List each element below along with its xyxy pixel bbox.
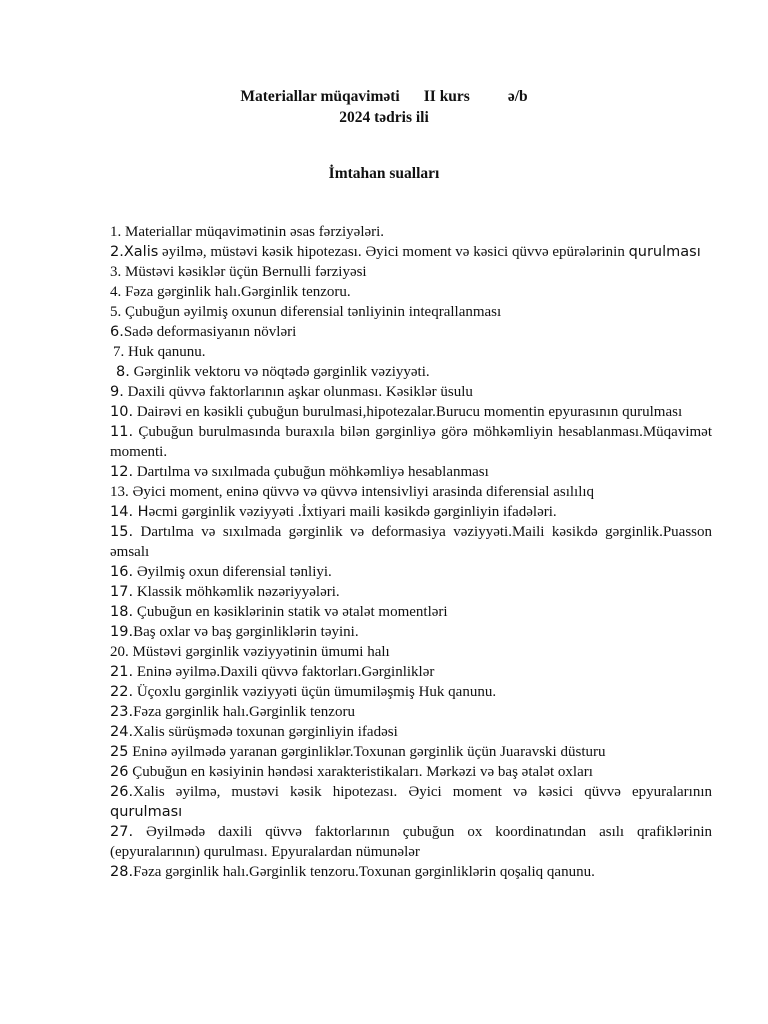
question-list <box>110 222 712 882</box>
question-text: Xalis sürüşmədə toxunan gərginliyin ifadəsi <box>133 724 398 740</box>
question-number: 15. <box>110 524 134 540</box>
question-text: Eninə əyilmə.Daxili qüvvə faktorları.Gərginliklər <box>133 664 435 680</box>
header-line-1 <box>0 86 768 107</box>
question-item <box>110 862 712 882</box>
question-number: 17. <box>110 584 134 600</box>
question-item <box>110 562 712 582</box>
question-number: 26 <box>110 764 129 780</box>
course-label: II kurs <box>423 88 470 105</box>
question-text: əcmi gərginlik vəziyyəti .İxtiyari maili kəsikdə gərginliyin ifadələri. <box>148 504 557 520</box>
question-item <box>110 742 712 762</box>
question-number: 25 <box>110 744 129 760</box>
question-item <box>110 242 712 262</box>
question-number: 26. <box>110 784 134 800</box>
question-item <box>110 682 712 702</box>
question-number: 6. <box>110 324 124 340</box>
question-item <box>110 662 712 682</box>
subject-title: Materiallar müqaviməti <box>240 88 400 105</box>
question-tail: qurulması <box>110 804 183 820</box>
question-item <box>110 362 712 382</box>
question-number: 8. <box>116 364 130 380</box>
question-number: 23. <box>110 704 134 720</box>
question-item <box>110 462 712 482</box>
question-number: 7. <box>113 344 125 360</box>
question-number: 21. <box>110 664 134 680</box>
question-number: 28. <box>110 864 134 880</box>
question-text: Müstəvi kəsiklər üçün Bernulli fərziyəsi <box>121 264 367 280</box>
question-number: 2. <box>110 244 124 260</box>
exam-questions-heading: İmtahan sualları <box>328 165 440 182</box>
question-text: Sadə deformasiyanın növləri <box>123 324 297 340</box>
question-number: 1. <box>110 224 122 240</box>
question-text: Çubuğun əyilmiş oxunun diferensial tənliyinin inteqrallanması <box>121 304 502 320</box>
question-lead: H <box>133 504 149 520</box>
question-text: Əyilmədə daxili qüvvə faktorlarının çubuğun ox koordinatından asılı qrafiklərinin (epyuralarının) qurulması. Epyuralardan nümunələr <box>110 824 712 860</box>
question-item <box>110 602 712 622</box>
question-item <box>110 642 712 662</box>
question-text: Əyilmiş oxun diferensial tənliyi. <box>133 564 332 580</box>
question-number: 13. <box>110 484 129 500</box>
question-text: Xalis əyilmə, mustəvi kəsik hipotezası. Əyici moment və kəsici qüvvə epyuralarının <box>133 784 712 800</box>
question-number: 20. <box>110 644 129 660</box>
question-item <box>110 482 712 502</box>
question-number: 9. <box>110 384 124 400</box>
question-text: Materiallar müqavimətinin əsas fərziyələri. <box>121 224 385 240</box>
question-tail: qurulması <box>628 244 701 260</box>
question-item <box>110 382 712 402</box>
question-item <box>110 762 712 782</box>
question-number: 18. <box>110 604 134 620</box>
question-number: 19. <box>110 624 134 640</box>
question-number: 27. <box>110 824 134 840</box>
question-number: 4. <box>110 284 122 300</box>
question-item <box>110 322 712 342</box>
question-number: 11. <box>110 424 134 440</box>
question-item <box>110 282 712 302</box>
question-item <box>110 822 712 862</box>
question-text: Dartılma və sıxılmada çubuğun möhkəmliyə hesablanması <box>133 464 489 480</box>
question-text: Fəza gərginlik halı.Gərginlik tenzoru. <box>121 284 351 300</box>
document-header <box>0 86 768 128</box>
question-item <box>110 402 712 422</box>
question-item <box>110 302 712 322</box>
question-text: Huk qanunu. <box>124 344 206 360</box>
question-number: 3. <box>110 264 122 280</box>
question-number: 16. <box>110 564 134 580</box>
question-item <box>110 622 712 642</box>
question-number: 12. <box>110 464 134 480</box>
question-item <box>110 522 712 562</box>
question-number: 10. <box>110 404 134 420</box>
question-text: Əyici moment, eninə qüvvə və qüvvə intensivliyi arasinda diferensial asılılıq <box>128 484 595 500</box>
question-text: Dairəvi en kəsikli çubuğun burulmasi,hipotezalar.Burucu momentin epyurasının qurulması <box>133 404 683 420</box>
academic-year: 2024 tədris ili <box>339 109 429 126</box>
question-item <box>110 582 712 602</box>
question-text: Çubuğun en kəsiyinin həndəsi xarakteristikaları. Mərkəzi və baş ətalət oxları <box>128 764 593 780</box>
question-text: Klassik möhkəmlik nəzəriyyələri. <box>133 584 340 600</box>
question-text: Baş oxlar və baş gərginliklərin təyini. <box>133 624 359 640</box>
question-text: əyilmə, müstəvi kəsik hipotezası. Əyici moment və kəsici qüvvə epürələrinin <box>158 244 629 260</box>
study-form: ə/b <box>507 88 528 105</box>
question-number: 22. <box>110 684 134 700</box>
question-text: Daxili qüvvə faktorlarının aşkar olunması. Kəsiklər üsulu <box>123 384 473 400</box>
question-text: Çubuğun burulmasında buraxıla bilən gərginliyə görə möhkəmliyin hesablanması.Müqavimət momenti. <box>110 424 712 460</box>
question-text: Dartılma və sıxılmada gərginlik və deformasiya vəziyyəti.Maili kəsikdə gərginlik.Puasson əmsalı <box>110 524 712 560</box>
question-text: Fəza gərginlik halı.Gərginlik tenzoru.Toxunan gərginliklərin qoşaliq qanunu. <box>133 864 595 880</box>
question-item <box>110 262 712 282</box>
question-text: Gərginlik vektoru və nöqtədə gərginlik vəziyyəti. <box>129 364 430 380</box>
question-lead: Xalis <box>123 244 159 260</box>
question-item <box>110 702 712 722</box>
question-text: Müstəvi gərginlik vəziyyətinin ümumi halı <box>128 644 390 660</box>
question-item <box>110 342 712 362</box>
question-number: 5. <box>110 304 122 320</box>
question-item <box>110 782 712 822</box>
question-item <box>110 722 712 742</box>
question-item <box>110 222 712 242</box>
question-number: 24. <box>110 724 134 740</box>
question-text: Üçoxlu gərginlik vəziyyəti üçün ümumiləşmiş Huk qanunu. <box>133 684 497 700</box>
question-item <box>110 502 712 522</box>
question-text: Fəza gərginlik halı.Gərginlik tenzoru <box>133 704 355 720</box>
question-item <box>110 422 712 462</box>
question-text: Çubuğun en kəsiklərinin statik və ətalət momentləri <box>133 604 448 620</box>
question-number: 14. <box>110 504 134 520</box>
question-text: Eninə əyilmədə yaranan gərginliklər.Toxunan gərginlik üçün Juaravski düsturu <box>128 744 606 760</box>
